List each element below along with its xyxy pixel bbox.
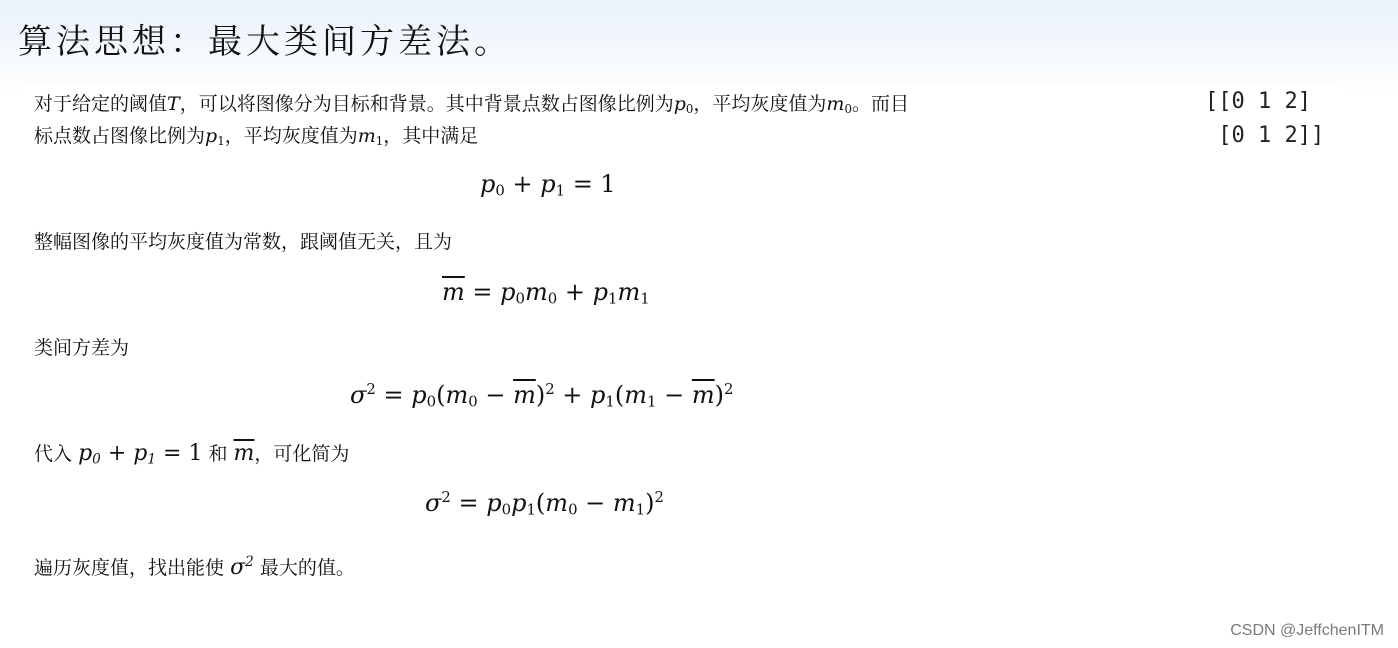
watermark: CSDN @JeffchenITM — [1230, 622, 1384, 639]
math-sigma2: $\sigma^2$ — [230, 554, 254, 581]
paragraph-2 — [34, 122, 478, 155]
paragraph-5 — [34, 440, 349, 473]
equation-sum: $p_0 + p_1 = 1$ — [480, 170, 616, 200]
text: 和 — [208, 443, 228, 465]
math-m1: $m_1$ — [357, 125, 384, 148]
text: 。而目 — [851, 93, 909, 115]
text: 对于给定的阈值 — [34, 93, 168, 115]
math-p1: $p_1$ — [205, 125, 225, 148]
paragraph-6 — [34, 548, 355, 582]
equation-variance: $\sigma^2 = p_0(m_0 - \overline{m})^2 + p_1(m_1 - \overline{m})^2$ — [350, 380, 734, 411]
text: 遍历灰度值，找出能使 — [34, 557, 225, 580]
paragraph-3: 整幅图像的平均灰度值为常数，跟阈值无关，且为 — [34, 231, 453, 253]
text: ，平均灰度值为 — [693, 93, 827, 115]
math-m0: $m_0$ — [826, 93, 852, 116]
slide-title: 算法思想：最大类间方差法。 — [18, 22, 512, 62]
text: ，可以将图像分为目标和背景。其中背景点数占图像比例为 — [179, 93, 674, 115]
text: ，其中满足 — [383, 125, 479, 147]
text: 代入 — [34, 443, 73, 465]
math-sum: $p_0 + p_1 = 1$ — [78, 441, 203, 468]
text: ，可化简为 — [254, 443, 350, 465]
paragraph-1 — [34, 90, 909, 123]
math-T: T — [167, 93, 180, 115]
text: 最大的值。 — [259, 557, 355, 580]
matrix-row-1: [[0 1 2] — [1205, 89, 1311, 114]
text: ，平均灰度值为 — [224, 125, 358, 147]
math-mbar: $\overline{m}$ — [233, 441, 255, 466]
matrix-row-2: [0 1 2]] — [1205, 123, 1325, 148]
text: 标点数占图像比例为 — [34, 125, 206, 147]
content-card — [22, 84, 1342, 584]
paragraph-4: 类间方差为 — [34, 337, 130, 359]
equation-simplified: $\sigma^2 = p_0p_1(m_0 - m_1)^2$ — [425, 488, 664, 519]
math-p0: $p_0$ — [673, 93, 694, 116]
equation-mean: $\overline{m} = p_0m_0 + p_1m_1$ — [442, 278, 650, 308]
